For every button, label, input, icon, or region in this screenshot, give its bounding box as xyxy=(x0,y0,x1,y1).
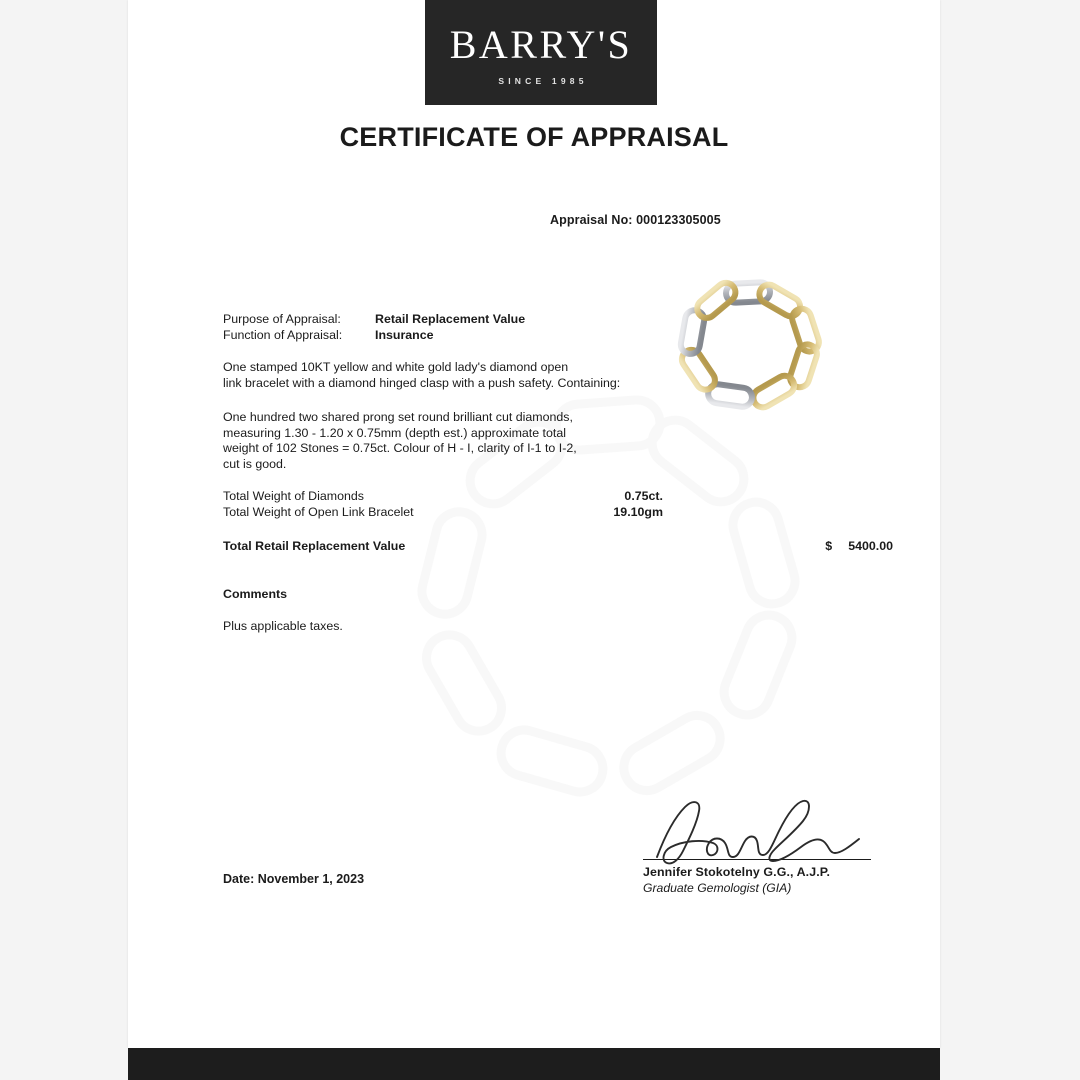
function-value: Insurance xyxy=(375,327,434,342)
total-amount: 5400.00 xyxy=(848,539,893,553)
item-description xyxy=(223,360,693,391)
weight-row-diamonds xyxy=(223,489,663,505)
certificate-page xyxy=(128,0,940,1048)
page-title: CERTIFICATE OF APPRAISAL xyxy=(339,122,729,152)
brand-name: BARRY'S xyxy=(449,22,633,67)
purpose-block xyxy=(223,312,525,343)
total-value-label: Total Retail Replacement Value xyxy=(223,539,406,553)
diamond-detail xyxy=(223,410,653,472)
bracelet-photo xyxy=(660,277,840,417)
item-description-line-2: link bracelet with a diamond hinged clasp with a push safety. Containing: xyxy=(223,375,621,390)
total-value-amount xyxy=(825,539,893,555)
function-label: Function of Appraisal: xyxy=(223,327,343,342)
weights-table xyxy=(223,489,663,520)
weight-row-bracelet xyxy=(223,505,663,521)
appraisal-number: Appraisal No: 000123305005 xyxy=(550,213,721,227)
signature-mark xyxy=(649,795,867,867)
purpose-value: Retail Replacement Value xyxy=(375,312,526,326)
comments-heading: Comments xyxy=(223,587,288,601)
footer-bar xyxy=(128,1048,940,1080)
date-line: Date: November 1, 2023 xyxy=(223,872,365,886)
diamond-detail-line-2: measuring 1.30 - 1.20 x 0.75mm (depth est.) approximate total xyxy=(223,425,566,440)
comments-text: Plus applicable taxes. xyxy=(223,619,343,633)
diamond-detail-line-1: One hundred two shared prong set round brilliant cut diamonds, xyxy=(223,410,573,424)
bracelet-weight-label: Total Weight of Open Link Bracelet xyxy=(223,504,414,519)
item-description-line-1: One stamped 10KT yellow and white gold lady's diamond open xyxy=(223,360,569,374)
signature-block xyxy=(643,795,873,895)
diamonds-weight-label: Total Weight of Diamonds xyxy=(223,489,364,503)
diamond-detail-line-4: cut is good. xyxy=(223,456,287,471)
brand-logo xyxy=(425,0,657,105)
bracelet-weight-value: 19.10gm xyxy=(613,504,663,519)
purpose-label: Purpose of Appraisal: xyxy=(223,312,341,326)
total-value-row xyxy=(223,539,893,555)
brand-tagline: SINCE 1985 xyxy=(498,76,588,86)
purpose-row xyxy=(223,312,525,328)
diamond-detail-line-3: weight of 102 Stones = 0.75ct. Colour of H - I, clarity of I-1 to I-2, xyxy=(223,441,577,456)
appraiser-title: Graduate Gemologist (GIA) xyxy=(643,881,792,895)
diamonds-weight-value: 0.75ct. xyxy=(624,489,663,503)
function-row xyxy=(223,328,525,344)
currency-symbol: $ xyxy=(825,539,833,553)
appraiser-name: Jennifer Stokotelny G.G., A.J.P. xyxy=(643,865,831,879)
